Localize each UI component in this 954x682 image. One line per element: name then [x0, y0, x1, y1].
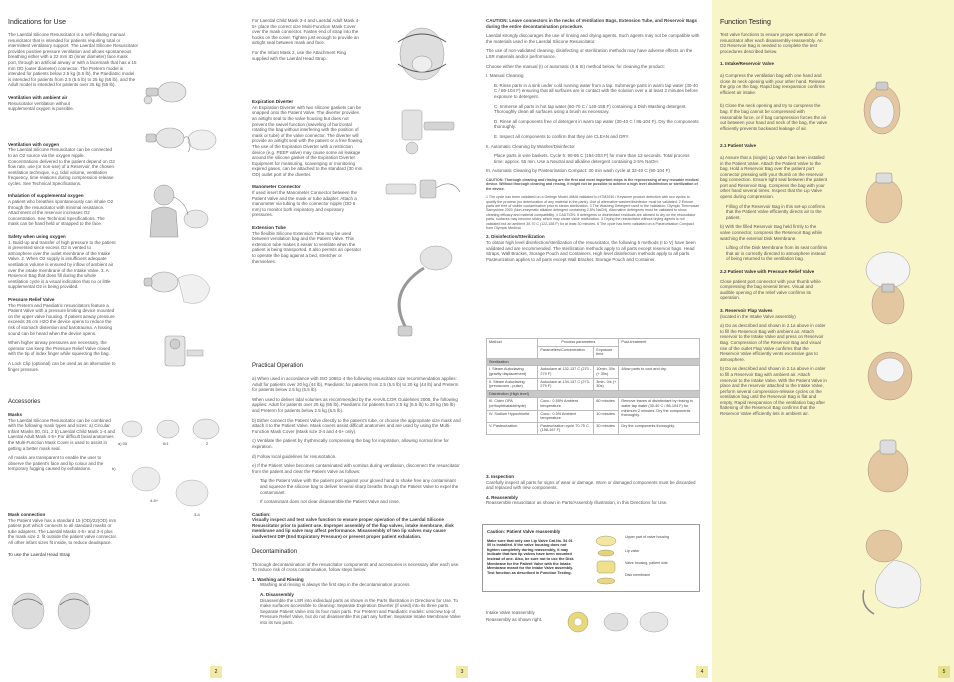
table-header-exposure: Exposure time	[594, 346, 619, 358]
head-strap-text-2: For the Infant Mask 2, use the Attachment Ring supplied with the Laerdal Head Strap.	[252, 49, 347, 61]
intake-step-a: a) Compress the ventilation bag with one hand and close its neck opening with your other hand. Release the grip on the bag. Rapid bag reexpansion confirms efficient air intake.	[720, 72, 826, 95]
manometer-connector-illustration	[376, 170, 466, 210]
choose-method-text: Choose either the manual (I) or automatic (II & III) method below, for cleaning the product:	[486, 63, 665, 69]
table-cell: 30 minutes	[594, 422, 619, 434]
page-number-2: 2	[210, 666, 222, 678]
patient-valve-step-b-2: Lifting of the Disk Membrane from its seat confirms that air is correctly directed to atmosphere instead of being returned to the ventilation bag.	[726, 245, 828, 262]
extension-tube-illustration	[376, 232, 466, 342]
patient-valve-exploded-illustration	[591, 533, 621, 589]
page2-accessories-column	[8, 398, 118, 557]
disinfection-table	[486, 338, 700, 435]
washing-text: Washing and rinsing is always the first step in the decontamination process.	[260, 582, 411, 588]
table-cell: II. Steam Autoclaving (prevacuum - pulse)	[487, 378, 538, 390]
drying-agents-text: Laerdal strongly discourages the use of rinsing and drying agents. Such agents may not be compatible with the materials used in the Laerdal Silicone Resuscitator.	[486, 33, 700, 44]
disassembly-text: Disassemble the LSR into individual parts as shown in the Parts Illustration in Directions for Use. To make surfaces accessible to cleaning: Separate Expiration Diverter (if used) into its three parts. Separate Patient Valve into its four main parts. For Preterm and Paediatric models: unscrew top of Pressure Relief Valve, but do not disassemble this part any further. Separate Intake Membrane Valve into its two parts.	[260, 597, 461, 625]
disinfection-text: To obtain high level disinfection/sterilization of the resuscitator, the following 5 methods (I to V) have been validated and are recommended. The sterilization methods apply to all parts except reservoir bags. Head Straps, Wall Bracket, Storage Pouch and Containers. High level disinfection methods apply to all parts. Pasteurization applies to all parts except Wall Bracket, Storage Pouch and Container.	[486, 239, 696, 262]
mask-label-2: 2	[206, 441, 209, 446]
disassembly-title: A. Disassembly	[260, 592, 294, 598]
pressure-relief-title: Pressure Relief Valve	[8, 296, 55, 302]
pressure-relief-valve-illustration	[145, 330, 215, 380]
reassembly-title: 4. Reassembly	[486, 494, 518, 500]
table-cell: IV. Sodium Hypochlorite	[487, 410, 538, 422]
label-upper-housing: Upper part of valve housing	[625, 535, 669, 539]
operation-step-a-2: When used to deliver tidal volumes as recommended by the AHA/ILCOR Guidelines 2005, the following applies: Adult for patients over 25 kg (55 lb), Paediatric for patients from 2.5 kg (5.5 lb) to 25 kg (55 lb) and Preterm for patients below 2.5 kg (5.5 lb).	[252, 396, 458, 413]
automatic-washer-text: Place parts in wire baskets. Cycle 5: 90-95 C (194-203 F) for more than 12 seconds. Total process time: approx. 55 min. Use a Neutral and alkaline detergent containing 2-5% NaOH.	[494, 153, 690, 164]
vent-oxygen-title: Ventilation with oxygen	[8, 141, 60, 147]
vent-oxygen-text: The Laerdal Silicone Resuscitator can be connected to an O2 source via the oxygen nipple. Concentrations delivered to the patient depend on O2 flow rate, use (or non-use) of a Reservoir, the chosen ventilation technique, e.g. tidal volume, ventilation frequency, time relations during compression-release cycles. See Technical Specifications.	[8, 147, 115, 186]
manual-cleaning-title: I. Manual Cleaning	[486, 73, 524, 79]
expiration-diverter-title: Expiration Diverter	[252, 99, 294, 105]
intake-reservoir-title: 1. Intake/Reservoir Valve	[720, 61, 774, 67]
decontamination-title: Decontamination	[252, 548, 298, 555]
function-testing-title: Function Testing	[720, 19, 771, 26]
patient-breathing-illustration	[142, 175, 222, 245]
page4-intake-column	[486, 610, 556, 626]
accessories-title: Accessories	[8, 399, 41, 405]
inhalation-title: Inhalation of supplemental oxygen	[8, 193, 84, 199]
extension-tube-title: Extension Tube	[252, 225, 286, 231]
head-strap-text: For Laerdal Child Mask 3-4 and Laerdal Adult Mask 4-5+ place the correct size Multi-Function Mask Cover over the mask connector. Fasten end of strap into the hooks on the cover. Tighten just enough to provide an airtight seal between mask and face.	[252, 18, 360, 46]
masks-illustration	[116, 405, 224, 515]
pressure-relief-text-2: When higher airway pressures are necessary, the operator can keep the Pressure Relief Valve closed with the tip of index finger while squeezing the bag.	[8, 340, 111, 357]
manometer-connector-title: Manometer Connector	[252, 184, 301, 190]
head-strap-mask-illustration	[376, 20, 466, 90]
table-cell: Dry the components thoroughly.	[619, 422, 700, 434]
table-cell: 10 minutes	[594, 410, 619, 422]
table-cell: Conc.: 0.5% Ambient temperature	[538, 410, 594, 422]
table-row	[487, 422, 700, 434]
table-cell: Autoclave at 132-137 C (270 - 279 F)	[538, 366, 594, 378]
relief-valve-test-illustration	[854, 430, 924, 500]
masks-title: Masks	[8, 412, 23, 417]
pressure-relief-test-title: 2.2 Patient Valve with Pressure Relief Valve	[720, 269, 815, 274]
patient-valve-caution-title: Caution: Patient Valve reassembly	[487, 529, 561, 534]
operation-step-e: e) If the Patient Valve becomes contaminated with vomitus during ventilation, disconnect the resuscitator from the patient and clear the Patient Valve as follows:	[252, 463, 460, 474]
reservoir-flap-test-illustration	[854, 520, 934, 620]
intake-reassembly-text: Reassembly as shown right.	[486, 616, 543, 622]
table-cell: 60 minutes	[594, 398, 619, 410]
disk-membrane-test-illustration	[854, 340, 924, 410]
label-disk-membrane: Disk membrane	[625, 573, 651, 577]
flap-valves-step-a: a) Do as described and shown in 2.1a above in order to fill the Reservoir Bag with ambient air. Attach reservoir to the Intake Valve and press on Reservoir Bag. Compression of the Reservoir Bag and visual rise of the outlet Flap Valve confirms that the Reservoir Valve efficiently vents excessive gas to atmosphere.	[720, 323, 826, 362]
inhalation-text: A patient who breathes spontaneously can inhale O2 through the resuscitator with minimal resistance. Attachment of the reservoir increases O2 concentration. See Technical Specifications. The mask can be hand held or strapped to the face.	[8, 199, 114, 227]
intake-test-illustration	[852, 70, 912, 150]
operation-step-e-1: Tap the Patient Valve with the patient port against your gloved hand to shake free any contaminant and squeeze the silicone bag to deliver several sharp breaths through the Patient Valve to expel the contaminant.	[260, 478, 459, 495]
patient-valve-step-b: b) With the filled Reservoir Bag held firmly to the valve connector, compress the Reservoir Bag while watching the external Disk Membrane.	[720, 224, 823, 241]
table-header-parameters: Parameters/Concentration	[538, 346, 594, 358]
practical-operation-title: Practical Operation	[252, 363, 304, 369]
patient-valve-caution-box	[482, 524, 700, 592]
automatic-washer-title: II. Automatic Cleaning by Washer/Disinfector	[486, 143, 575, 149]
page-5	[712, 0, 954, 682]
disinfection-title: 2. Disinfection/Sterilization	[486, 234, 545, 240]
manual-step-b: B. Rinse parts in a sink under cold running water from a tap. Submerge parts in warm tap water (30-40 C / 86-104 F) ensuring that all surfaces are in contact with the solution over a at least 2 minutes before exposure to detergent.	[494, 82, 698, 99]
page-3	[226, 0, 472, 682]
page-number-5: 5	[938, 666, 950, 678]
mask-label-b: b)	[112, 466, 116, 471]
label-valve-housing: Valve housing, patient side	[625, 561, 668, 565]
vent-ambient-title: Ventilation with ambient air	[8, 94, 68, 100]
patient-valve-caution-content	[487, 529, 577, 575]
cleaning-footnotes: 1 The cycle has been validated on a Getinge Model 46MA validated to HTM2030 / Keystone product detection with two cycles to qualify the process (no deterioration of any material in the parts). Use of alternative washer/disinfector must be validated. 2 Ensure parts are free of visible contamination prior to steam sterilization. 3 The Washing Detergent used in the validation: Olympic Thermosan Samyshine 2000 (Non-enzymatic alkaline detergent containing 2-5% NaOH). Alternative detergents must be validated to show cleaning efficacy and material compatibility. 4 CAUTION: If detergents or disinfectant residuals are allowed to dry on the resuscitator parts, surfaces may become sticky, which may cause valve malfunction. 5 Drying the resuscitator without drying agents is not validated but an ambient 30-70 C (122-158 F) for at least 30 minutes. 6 The cycle has been validated on a Pasteurisation Compact from Olympic Medical.	[486, 195, 700, 230]
table-section-sterilization: Sterilization	[487, 358, 700, 366]
manometer-connector-text: If used insert the Manometer Connector between the Patient Valve and the mask or tube adapter. Attach a manometer via tubing to the connector nipple (OD 6 mm) to monitor both inspiratory and expiratory pressures.	[252, 190, 358, 218]
table-cell: Pasteurization cycle 70-75 C (158-167 F)	[538, 422, 594, 434]
inspection-title: 3. Inspection	[486, 474, 515, 479]
caution-title: Caution:	[252, 511, 271, 517]
patient-valve-step-a: a) Assure that a (single) Lip Valve has been installed in the Patient Valve. Attach the Patient Valve to the bag. Hold a Reservoir Bag over the patient port connector pressing with your thumb on the reservoir bag connection. Ensure tight seal between the patient port and Reservoir Bag. Compress the bag with your other hand several times. Inspect that the Lip Valve opens during compression.	[720, 154, 828, 200]
safety-oxygen-text: 1. Build-up and transfer of high pressure to the patient is prevented since excess O2 is vented to atmosphere over the outlet membrane of the Intake Valve. 2. When O2 supply is insufficient adequate ventilation volume is ensured by inflow of ambient air over the intake membrane of the Intake Valve. 3. A Reservoir Bag that does fill during the whole ventilation cycle is a visual indication that no or little supplemental O2 is being provided.	[8, 239, 116, 290]
resuscitator-reservoir-illustration	[140, 258, 220, 318]
manual-step-c: C. Immerse all parts in hot tap water (60-70 C / 140-158 F) containing a Dish Washing detergent. Thoroughly clean all surfaces using a brush as necessary.	[494, 103, 687, 115]
mask-connection-text: The Patient Valve has a standard 15 (OD)/22(OD) mm patient port which connects to all standard masks or tube adapters. The Laerdal Masks 4-5+ and 3-4 plus the mask size 2. fit outside the patient valve connector. All other infant sizes fit inside, to reduce deadspace.	[8, 517, 118, 545]
decontamination-text: Thorough decontamination of the resuscitator components and accessories is necessary after each use. To reduce risk of cross contamination, follow steps below:	[252, 561, 460, 573]
resuscitator-ambient-illustration	[140, 70, 190, 110]
pressure-relief-text: The Preterm and Paediatric resuscitators feature a Patient Valve with a pressure limiting device mounted on the upper valve housing. If patient airway pressure exceeds 35 cm H2O the device opens to reduce the risk of stomach distention and barotrauma. A hissing sound can be heard when the device opens.	[8, 302, 115, 336]
page2-text-column	[8, 18, 138, 376]
page3-operation-column	[252, 362, 462, 630]
operation-step-d: d) Follow local guidelines for resuscitation.	[252, 453, 337, 459]
table-section-disinfection: Disinfection (High level)	[487, 390, 700, 398]
operation-step-c: c) Ventilate the patient by rhythmically compressing the bag for inspiration, allowing normal time for expiration.	[252, 438, 449, 449]
page5-text-column	[720, 18, 828, 421]
extension-tube-text: The flexible Silicone Extension Tube may be used between ventilation bag and the Patient Valve. This extension tube makes it easier to ventilate when the patient is being transported. It also permits an operator to operate the bag against a bed, stretcher or themselves.	[252, 230, 362, 264]
washing-title: 1. Washing and Rinsing	[252, 576, 304, 582]
page-number-3: 3	[456, 666, 468, 678]
operation-step-e-2: If contaminant does not clear disassemble the Patient Valve and rinse.	[260, 499, 400, 505]
non-validated-text: The use of non-validated cleaning, disinfecting or sterilization methods may have adverse effects on the LSR materials and/or performance.	[486, 48, 693, 59]
manual-step-e: E. Inspect all components to confirm that they are CLEAN and DRY.	[494, 133, 630, 139]
function-testing-intro: Test valve functions to ensure proper operation of the resuscitator after each disassembly-reassembly. An O2 Reservoir Bag is needed to complete the test procedures described below.	[720, 32, 827, 54]
page3-top-column	[252, 18, 364, 268]
table-cell: 3min. 0/s (+ 30s)	[594, 378, 619, 390]
head-strap-title: To use the Laerdal Head Strap	[8, 551, 71, 557]
table-cell: Allow parts to cool and dry.	[619, 366, 700, 390]
bag-compress-illustration	[854, 165, 914, 235]
table-cell: Autoclave at 134-137 C (273-279 F)	[538, 378, 594, 390]
caution-connectors: CAUTION: Leave connectors in the necks of Ventilation Bags, Extension Tube, and Reservoir Bags during the entire decontamination procedure.	[486, 18, 697, 29]
table-cell: III. Cidex OPA (orthophthalaldehyde)	[487, 398, 538, 410]
table-header-post: Post-treatment	[619, 339, 700, 359]
disinfection-table-wrapper	[486, 338, 700, 435]
expiration-diverter-illustration	[372, 100, 466, 160]
pressure-relief-test-text: Close patient port connector with your thumb while compressing the bag several times. Visual and audible opening of the relief valve confirms its operation.	[720, 278, 821, 301]
patient-valve-test-illustration	[854, 240, 924, 330]
head-strap-illustration	[8, 585, 98, 635]
page-number-4: 4	[696, 666, 708, 678]
reassembly-text: Reassemble resuscitator as shown in Parts/Assembly Illustration, in this Directions for Use.	[486, 500, 668, 506]
patient-valve-caution-text: Make sure that only one Lip Valve Cat.No. 54 01 00 is installed. If the valve housing does not tighten completely during reassembly, it may indicate that two lip valves have been mounted instead of one. Also, be sure not to use the Disk Membrane for the Patient Valve with the Intake Membrane meant for the Intake Valve assembly. Test function as described in Function Testing.	[487, 538, 574, 575]
patient-valve-title: 2.1 Patient Valve	[720, 143, 757, 149]
mask-label-01: 0/1	[163, 441, 169, 446]
table-row	[487, 398, 700, 410]
page4-cleaning-column	[486, 18, 700, 266]
indications-title: Indications for Use	[8, 19, 66, 26]
intake-reassembly-title: Intake Valve reassembly	[486, 610, 535, 615]
table-row	[487, 366, 700, 378]
mask-label-45: 4-5+	[150, 498, 159, 503]
indications-intro: The Laerdal Silicone Resuscitator is a self-inflating manual resuscitator that is intended for patients requiring total or intermittent ventilatory support. The Laerdal Silicone Resuscitator provides positive pressure ventilation and allows spontaneous breathing either with a 22 mm ID (inner diameter) face mask port, through an artificial airway or with a facemask that has a 15 mm OD (outer diameter) connector. The Preterm model is intended for patients below 2.5 kg (5.5 lb), the Paediatric model is intended for patients from 2.5 (5.5 lb) to 25 kg (55 lb), and the Adult model is intended for patients over 25 kg (55 lb).	[8, 32, 138, 88]
operation-step-a: a) When used in accordance with ISO 10651-4 the following resuscitator size recommendation applies: Adult for patients over 20 kg (44 lb), Paediatric for patients from 2.5 (5.5 lb) to 20 kg (44 lb) and Preterm for patients below 2.5 kg (5.5 lb).	[252, 376, 459, 393]
flap-valves-step-b: b) Do as described and shown in 2.1a above in order to fill a Reservoir Bag with ambient air. Attach reservoir to the Intake Valve. With the Patient Valve in place and the reservoir attached to the Intake Valve, perform several compression-release cycles on the ventilation bag until the Reservoir Bag is flat and empty. Rapid reexpansion of the ventilation bag after flattening of the Reservoir Bag confirms that the Reservoir Valve efficiently lets in ambient air.	[720, 366, 827, 417]
table-cell: 10min. 30s (+ 30s)	[594, 366, 619, 378]
operation-step-b: b) Either connect the Patient Valve directly to the patient's tube, or choose the appropriate size mask and attach it to the Patient Valve. Mask covers assist difficult anatomies and are used by using the Multi-Function Mask Cover (Mask size 3-4 and 4-5+ only).	[252, 417, 461, 434]
caution-text: Visually inspect and test valve function to ensure proper operation of the Laerdal Silicone Resuscitator prior to patient use. Improper assembly of the flap valves, intake membrane, disk membrane and lip valve may affect performance. Misassembly of two lip valves may cause inadvertent DIP (End Expiratory Pressure) or prevent proper patient exhalation.	[252, 517, 454, 540]
masks-text-2: All masks are transparent to enable the user to observe the patient's face and lip colour and the temporary fogging caused by exhalations.	[8, 455, 104, 472]
page-4	[472, 0, 712, 682]
label-lip-valve: Lip valve	[625, 549, 640, 553]
table-cell: Remove traces of disinfectant by rinsing in water tap water (30-40 C / 86-104 F) for minimum 2 minutes. Dry the components thoroughly.	[619, 398, 700, 422]
safety-oxygen-title: Safety when using oxygen	[8, 234, 66, 240]
flap-valves-subtitle: (located in the Intake Valve assembly)	[720, 313, 796, 319]
page-2	[0, 0, 226, 682]
page4-inspection-column	[486, 474, 700, 510]
pressure-relief-text-3: A Lock Clip (optional) can be used as an alternative to finger pressure.	[8, 360, 116, 372]
flap-valves-title: 3. Reservoir Flap Valves	[720, 307, 773, 313]
table-cell: I. Steam Autoclaving (gravity displacement)	[487, 366, 538, 378]
vent-ambient-text: Resuscitator ventilation without supplemental oxygen is possible.	[8, 100, 75, 112]
inspection-text: Carefully inspect all parts for signs of wear or damage. Worn or damaged components must be discarded and replaced with new components.	[486, 479, 696, 491]
intake-step-b: b) Close the neck opening and try to compress the bag. If the bag cannot be compressed with reasonable force, or if bag compression forces the air out between your hand and neck of the bag, the valve efficiently prevents backward leakage of air.	[720, 103, 828, 131]
pasteurisation-title: III. Automatic Cleaning by Pasteurisation Compact: 30 min wash cycle at 32-40 C (90-104 F)	[486, 168, 670, 174]
masks-text: The Laerdal Silicone Resuscitator can be combined with the following mask types and sizes: a) Circular Infant Masks 00, 0/1, 2 b) Laerdal Child Mask 1-4 and Laerdal Adult Mask 4-5+ For difficult facial anatomies the Multi-Function Mask Cover is used to assist in getting a better mask seal.	[8, 417, 116, 451]
table-header-process: Process parameters	[538, 339, 619, 347]
mask-label-00: a) 00	[118, 441, 128, 446]
table-cell: Conc.: 0.55% Ambient temperature	[538, 398, 594, 410]
manual-step-d: D. Rinse all components free of detergent in warm tap water (30-40 C / 86-104 F). Dry the components thoroughly.	[494, 118, 699, 130]
mask-label-34: 3-4	[194, 512, 200, 517]
caution-thorough-cleaning: CAUTION: Thorough cleaning and rinsing are the first and most important steps in the reprocessing of any reusable medical device. Without thorough cleaning and rinsing, it might not be possible to achieve a high level disinfection or sterilization of the device.	[486, 177, 699, 191]
intake-valve-illustration	[558, 600, 678, 644]
mask-connection-title: Mask connection	[8, 511, 46, 517]
patient-valve-step-a-2: Filling of the Reservoir Bag in this set-up confirms that the Patient Valve efficiently directs air to the patient.	[726, 203, 826, 220]
table-cell: V. Pasteurization	[487, 422, 538, 434]
resuscitator-oxygen-illustration	[140, 118, 220, 158]
table-header-method: Method	[487, 339, 538, 359]
expiration-diverter-text: An Expiration Diverter with two silicone gaskets can be snapped onto the Patient Valve. The diverter provides an airtight seal to the valve housing but does not prevent the swivel function (swiveling of horizontal rotating the bag without interfering with the position of mask or tube) of the valve connector. The diverter will provide an airtight seal with the patient or a free flowing. The use of the Expiration Diverter with a restriction device (e.g. PEEP valve) may cause some air leakage around the silicone gasket of the Expiration Diverter. Equipment for measuring, scavenging or monitoring expired gases, can be attached to the standard (30 mm OD) outlet port of the diverter.	[252, 104, 364, 177]
